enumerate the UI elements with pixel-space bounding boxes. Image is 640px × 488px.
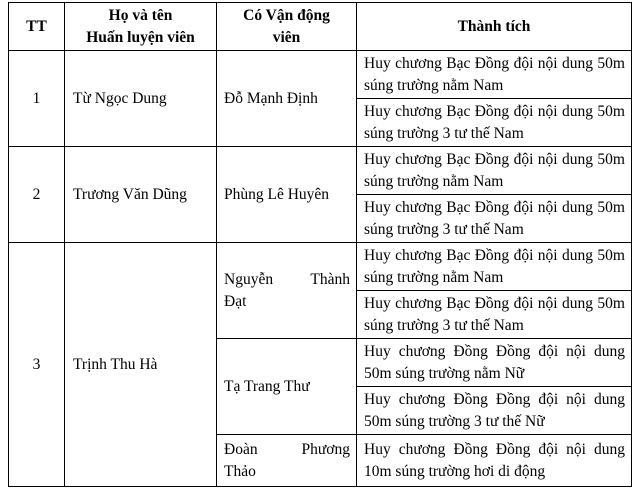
achievement-cell: Huy chương Bạc Đồng đội nội dung 50m súng trường 3 tư thế Nam bbox=[357, 99, 632, 147]
header-coach-line2: Huấn luyện viên bbox=[86, 28, 195, 46]
header-athlete-line1: Có Vận động bbox=[243, 6, 330, 24]
achievement-cell: Huy chương Bạc Đồng đội nội dung 50m súng trường nằm Nam bbox=[357, 51, 632, 99]
header-row bbox=[9, 3, 632, 51]
achievement-cell: Huy chương Bạc Đồng đội nội dung 50m súng trường nằm Nam bbox=[357, 243, 632, 291]
athlete-name-line1: Đoàn Phương bbox=[224, 440, 350, 458]
athlete-name: Tạ Trang Thư bbox=[217, 339, 357, 435]
achievement-cell: Huy chương Bạc Đồng đội nội dung 50m súng trường nằm Nam bbox=[357, 147, 632, 195]
header-coach-line1: Họ và tên bbox=[108, 6, 173, 24]
achievement-cell: Huy chương Bạc Đồng đội nội dung 50m súng trường 3 tư thế Nam bbox=[357, 291, 632, 339]
header-athlete bbox=[217, 3, 357, 51]
header-coach bbox=[65, 3, 217, 51]
results-table bbox=[8, 2, 632, 487]
coach-name: Trịnh Thu Hà bbox=[65, 243, 217, 487]
athlete-name: Phùng Lê Huyên bbox=[217, 147, 357, 243]
table-row bbox=[9, 147, 632, 195]
athlete-name: Đỗ Mạnh Định bbox=[217, 51, 357, 147]
athlete-name-line2: Đạt bbox=[224, 292, 247, 310]
athlete-name-line2: Thảo bbox=[224, 462, 256, 480]
achievement-cell: Huy chương Đồng Đồng đội nội dung 10m súng trường hơi di động bbox=[357, 435, 632, 487]
row-number: 1 bbox=[9, 51, 65, 147]
coach-name: Trương Văn Dũng bbox=[65, 147, 217, 243]
table-row bbox=[9, 51, 632, 99]
header-tt: TT bbox=[9, 3, 65, 51]
athlete-name bbox=[217, 435, 357, 487]
coach-name: Từ Ngọc Dung bbox=[65, 51, 217, 147]
athlete-name bbox=[217, 243, 357, 339]
row-number: 3 bbox=[9, 243, 65, 487]
achievement-cell: Huy chương Đồng Đồng đội nội dung 50m súng trường nằm Nữ bbox=[357, 339, 632, 387]
header-achievement: Thành tích bbox=[357, 3, 632, 51]
achievement-cell: Huy chương Bạc Đồng đội nội dung 50m súng trường 3 tư thế Nam bbox=[357, 195, 632, 243]
achievement-cell: Huy chương Đồng Đồng đội nội dung 50m súng trường 3 tư thế Nữ bbox=[357, 387, 632, 435]
row-number: 2 bbox=[9, 147, 65, 243]
athlete-name-line1: Nguyễn Thành bbox=[224, 270, 350, 288]
header-athlete-line2: viên bbox=[272, 28, 301, 46]
table-row bbox=[9, 243, 632, 291]
